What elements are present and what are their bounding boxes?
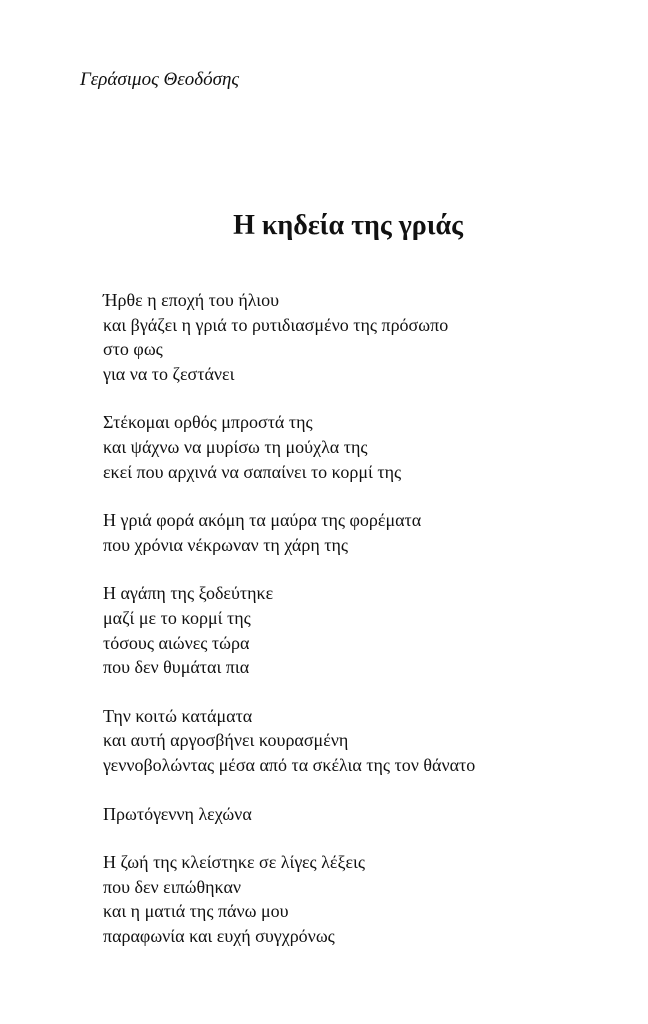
poem-line: μαζί με το κορμί της — [103, 607, 251, 628]
author-name: Γεράσιμος Θεοδόσης — [80, 69, 240, 90]
stanza — [103, 288, 623, 386]
poem-body — [103, 288, 623, 972]
poem-line: και ψάχνω να μυρίσω τη μούχλα της — [103, 436, 368, 457]
poem-line: που δεν θυμάται πια — [103, 657, 250, 678]
poem-line: Ήρθε η εποχή του ήλιου — [103, 290, 279, 310]
stanza — [103, 410, 623, 484]
poem-line: και η ματιά της πάνω μου — [103, 901, 289, 922]
stanza — [103, 508, 623, 557]
stanza — [103, 704, 623, 778]
poem-line: τόσους αιώνες τώρα — [103, 632, 250, 653]
poem-line: που δεν ειπώθηκαν — [103, 876, 242, 897]
poem-line: και αυτή αργοσβήνει κουρασμένη — [103, 730, 349, 751]
poem-line: για να το ζεστάνει — [103, 363, 235, 384]
stanza — [103, 581, 623, 679]
poem-title: Η κηδεία της γριάς — [233, 210, 463, 241]
poem-line: που χρόνια νέκρωναν τη χάρη της — [103, 534, 349, 555]
poem-line: γεννοβολώντας μέσα από τα σκέλια της τον θάνατο — [103, 754, 476, 775]
poem-line: εκεί που αρχινά να σαπαίνει το κορμί της — [103, 461, 402, 482]
stanza — [103, 802, 623, 827]
stanza — [103, 850, 623, 948]
poem-line: Στέκομαι ορθός μπροστά της — [103, 412, 313, 433]
poem-line: Η ζωή της κλείστηκε σε λίγες λέξεις — [103, 852, 366, 873]
poem-line: και βγάζει η γριά το ρυτιδιασμένο της πρόσωπο — [103, 314, 449, 335]
poem-line: Την κοιτώ κατάματα — [103, 705, 253, 726]
poem-line: παραφωνία και ευχή συγχρόνως — [103, 925, 335, 946]
poem-line: Η γριά φορά ακόμη τα μαύρα της φορέματα — [103, 510, 422, 531]
poem-line: στο φως — [103, 339, 163, 360]
poem-line: Η αγάπη της ξοδεύτηκε — [103, 583, 274, 604]
poem-line: Πρωτόγεννη λεχώνα — [103, 803, 252, 824]
